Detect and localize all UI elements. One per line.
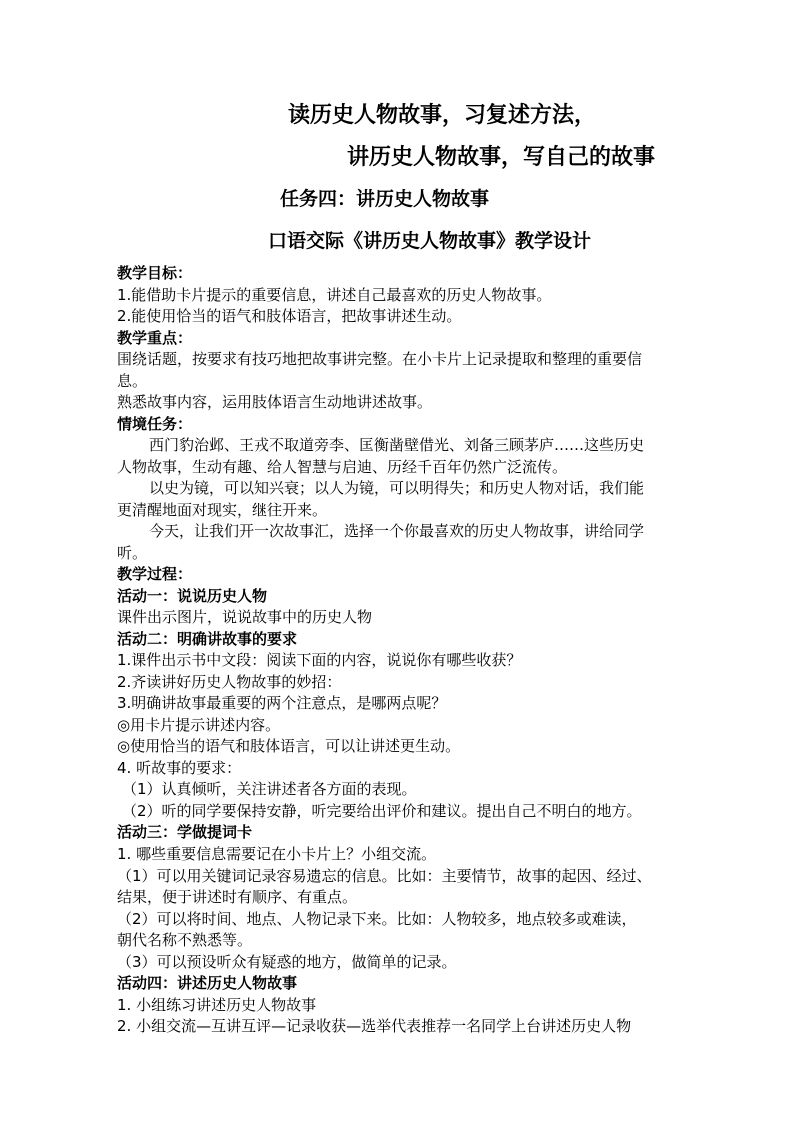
activity2-text: 3.明确讲故事最重要的两个注意点，是哪两点呢？ bbox=[117, 694, 447, 712]
focus-text: 围绕话题，按要求有技巧地把故事讲完整。在小卡片上记录提取和整理的重要信 bbox=[117, 350, 643, 368]
activity2-text: 4. 听故事的要求： bbox=[117, 759, 242, 777]
goals-heading: 教学目标： bbox=[117, 264, 193, 282]
activity2-heading: 活动二：明确讲故事的要求 bbox=[117, 630, 298, 648]
activity2-text: （2）听的同学要保持安静，听完要给出评价和建议。提出自己不明白的地方。 bbox=[122, 802, 642, 820]
activity4-heading: 活动四：讲述历史人物故事 bbox=[117, 974, 298, 992]
activity4-text: 1. 小组练习讲述历史人物故事 bbox=[117, 996, 317, 1014]
goal-item: 2.能使用恰当的语气和肢体语言，把故事讲述生动。 bbox=[117, 307, 462, 325]
scenario-heading: 情境任务： bbox=[117, 415, 193, 433]
activity3-text: （1）可以用关键词记录容易遗忘的信息。比如：主要情节，故事的起因、经过、 bbox=[117, 867, 652, 885]
process-heading: 教学过程： bbox=[117, 565, 193, 583]
scenario-text: 今天，让我们开一次故事汇，选择一个你最喜欢的历史人物故事，讲给同学 bbox=[149, 522, 645, 540]
activity3-text: 1. 哪些重要信息需要记在小卡片上？小组交流。 bbox=[117, 845, 437, 863]
activity3-text: （3）可以预设听众有疑惑的地方，做简单的记录。 bbox=[117, 953, 457, 971]
task-heading: 任务四：讲历史人物故事 bbox=[280, 188, 490, 210]
activity4-text: 2. 小组交流—互讲互评—记录收获—选举代表推荐一名同学上台讲述历史人物 bbox=[117, 1017, 632, 1035]
scenario-text: 以史为镜，可以知兴衰；以人为镜，可以明得失；和历史人物对话，我们能 bbox=[149, 479, 645, 497]
goal-item: 1.能借助卡片提示的重要信息，讲述自己最喜欢的历史人物故事。 bbox=[117, 286, 552, 304]
activity3-heading: 活动三：学做提词卡 bbox=[117, 823, 253, 841]
title-line-1: 读历史人物故事，习复述方法， bbox=[288, 102, 597, 128]
activity3-text: 结果，便于讲述时有顺序、有重点。 bbox=[117, 888, 358, 906]
design-heading: 口语交际《讲历史人物故事》教学设计 bbox=[268, 230, 592, 252]
activity2-text: （1）认真倾听，关注讲述者各方面的表现。 bbox=[122, 780, 417, 798]
activity2-text: ◎使用恰当的语气和肢体语言，可以让讲述更生动。 bbox=[117, 737, 461, 755]
activity2-text: ◎用卡片提示讲述内容。 bbox=[117, 716, 281, 734]
activity3-text: 朝代名称不熟悉等。 bbox=[117, 931, 253, 949]
focus-heading: 教学重点： bbox=[117, 329, 193, 347]
focus-text: 熟悉故事内容，运用肢体语言生动地讲述故事。 bbox=[117, 393, 433, 411]
scenario-text: 听。 bbox=[117, 544, 148, 562]
scenario-text: 人物故事，生动有趣、给人智慧与启迪、历经千百年仍然广泛流传。 bbox=[117, 458, 568, 476]
scenario-text: 西门豹治邺、王戎不取道旁李、匡衡凿壁借光、刘备三顾茅庐……这些历史 bbox=[149, 436, 645, 454]
title-line-2: 讲历史人物故事，写自己的故事 bbox=[347, 144, 656, 170]
focus-text: 息。 bbox=[117, 372, 148, 390]
activity2-text: 2.齐读讲好历史人物故事的妙招： bbox=[117, 673, 342, 691]
activity2-text: 1.课件出示书中文段：阅读下面的内容，说说你有哪些收获？ bbox=[117, 651, 522, 669]
activity3-text: （2）可以将时间、地点、人物记录下来。比如：人物较多，地点较多或难读， bbox=[117, 910, 637, 928]
activity1-heading: 活动一：说说历史人物 bbox=[117, 587, 268, 605]
scenario-text: 更清醒地面对现实，继往开来。 bbox=[117, 501, 328, 519]
activity1-text: 课件出示图片，说说故事中的历史人物 bbox=[117, 608, 373, 626]
